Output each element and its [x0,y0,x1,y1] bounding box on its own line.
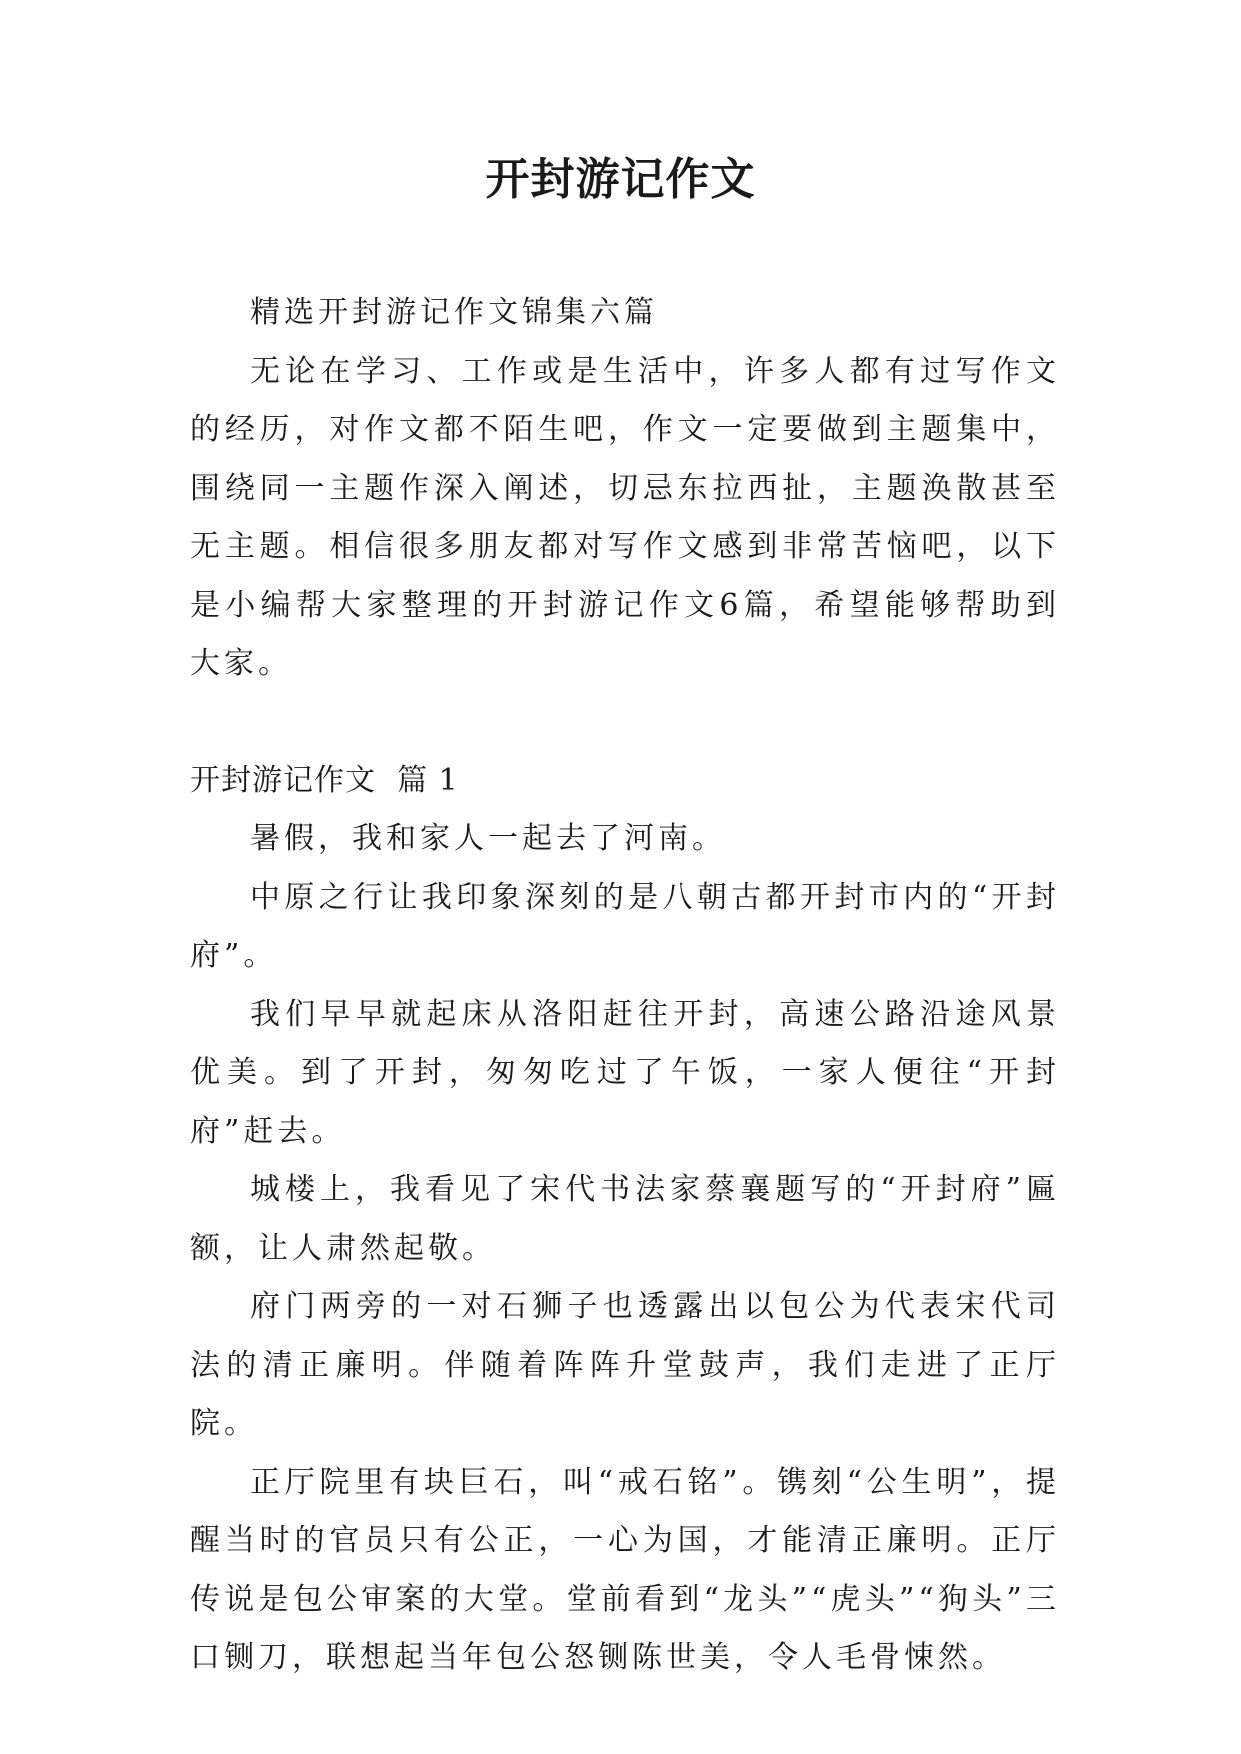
paragraph: 我们早早就起床从洛阳赶往开封，高速公路沿途风景优美。到了开封，匆匆吃过了午饭，一家人便往“开封府”赶去。 [190,996,1060,1149]
paragraph: 正厅院里有块巨石，叫“戒石铭”。镌刻“公生明”，提醒当时的官员只有公正，一心为国，才能清正廉明。正厅传说是包公审案的大堂。堂前看到“龙头”“虎头”“狗头”三口铡刀，联想起当年包公怒铡陈世美，令人毛骨悚然。 [190,1464,1060,1675]
document-subtitle: 精选开封游记作文锦集六篇 [250,295,658,330]
document-title: 开封游记作文 [485,154,756,205]
paragraph: 府门两旁的一对石狮子也透露出以包公为代表宋代司法的清正廉明。伴随着阵阵升堂鼓声，我们走进了正厅院。 [190,1289,1060,1441]
section-heading: 开封游记作文 篇 1 [190,762,459,798]
paragraph: 暑假，我和家人一起去了河南。 [250,821,726,856]
paragraph: 城楼上，我看见了宋代书法家蔡襄题写的“开封府”匾额，让人肃然起敬。 [190,1172,1060,1266]
paragraph: 中原之行让我印象深刻的是八朝古都开封市内的“开封府”。 [190,879,1060,973]
document-body [190,284,1060,1688]
intro-paragraph: 无论在学习、工作或是生活中，许多人都有过写作文的经历，对作文都不陌生吧，作文一定要做到主题集中，围绕同一主题作深入阐述，切忌东拉西扯，主题涣散甚至无主题。相信很多朋友都对写作文感到非常苦恼吧，以下是小编帮大家整理的开封游记作文6篇，希望能够帮助到大家。 [190,353,1060,681]
